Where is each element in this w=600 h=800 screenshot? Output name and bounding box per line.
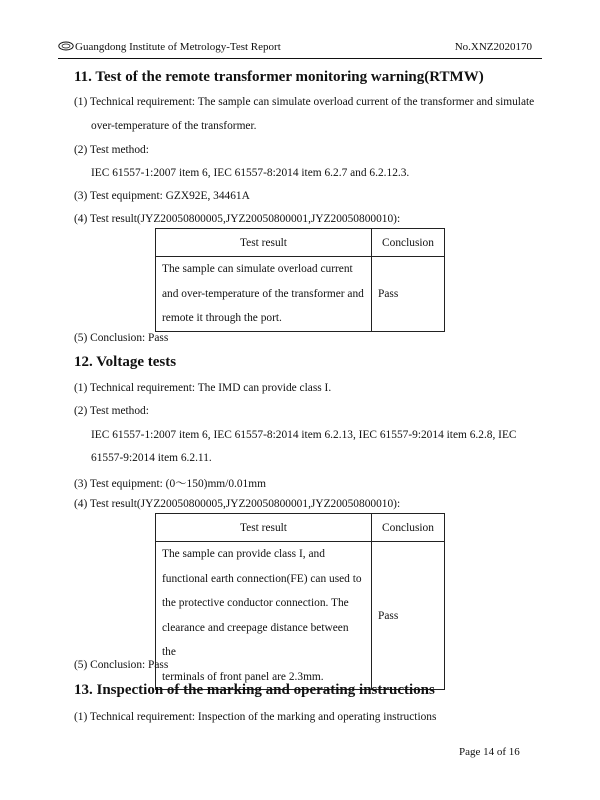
result-line: remote it through the port.: [162, 312, 282, 324]
result-table: [155, 513, 445, 690]
table-row: [156, 542, 445, 690]
requirement-text-cont: over-temperature of the transformer.: [91, 120, 257, 132]
equipment-text: (3) Test equipment: (0～150)mm/0.01mm: [74, 478, 266, 490]
requirement-text: (1) Technical requirement: The sample can simulate overload current of the transformer and simulate: [74, 96, 535, 108]
report-number: No.XNZ2020170: [454, 41, 532, 53]
table-header-conclusion: Conclusion: [372, 514, 445, 542]
section-title: 11. Test of the remote transformer monitoring warning(RTMW): [74, 69, 484, 85]
page-number: Page 14 of 16: [459, 746, 520, 758]
conclusion-text: (5) Conclusion: Pass: [74, 659, 169, 671]
result-line: The sample can provide class I, and: [162, 548, 325, 560]
requirement-text: (1) Technical requirement: Inspection of the marking and operating instructions: [74, 711, 437, 723]
result-table: [155, 228, 445, 332]
table-header-conclusion: Conclusion: [372, 229, 445, 257]
requirement-text: (1) Technical requirement: The IMD can provide class I.: [74, 382, 332, 394]
page-header: [58, 40, 542, 59]
result-line: terminals of front panel are 2.3mm.: [162, 670, 324, 683]
result-line: functional earth connection(FE) can used to: [162, 572, 362, 585]
result-label: (4) Test result(JYZ20050800005,JYZ20050800001,JYZ20050800010):: [74, 498, 401, 510]
equipment-text: (3) Test equipment: GZX92E, 34461A: [74, 190, 250, 202]
result-line: the protective conductor connection. The: [162, 597, 349, 609]
result-line: and over-temperature of the transformer and: [162, 287, 364, 300]
result-label: (4) Test result(JYZ20050800005,JYZ20050800001,JYZ20050800010):: [74, 213, 401, 225]
section-title: 13. Inspection of the marking and operating instructions: [74, 682, 435, 698]
table-cell-conclusion: Pass: [372, 542, 445, 690]
table-cell-result: [156, 542, 372, 690]
institute-name: Guangdong Institute of Metrology-Test Report: [75, 41, 281, 53]
method-text: IEC 61557-1:2007 item 6, IEC 61557-8:2014 item 6.2.13, IEC 61557-9:2014 item 6.2.8, IEC: [91, 429, 517, 441]
table-header-result: Test result: [156, 229, 372, 257]
method-text: IEC 61557-1:2007 item 6, IEC 61557-8:2014 item 6.2.7 and 6.2.12.3.: [91, 167, 410, 179]
table-cell-result: [156, 257, 372, 332]
table-cell-conclusion: Pass: [372, 257, 445, 332]
table-header-result: Test result: [156, 514, 372, 542]
section-title: 12. Voltage tests: [74, 354, 177, 370]
table-header-row: [156, 229, 445, 257]
conclusion-text: (5) Conclusion: Pass: [74, 332, 169, 344]
method-label: (2) Test method:: [74, 405, 149, 417]
result-line: clearance and creepage distance between the: [162, 621, 349, 658]
table-header-row: [156, 514, 445, 542]
method-label: (2) Test method:: [74, 144, 149, 156]
result-line: The sample can simulate overload current: [162, 263, 353, 275]
table-row: [156, 257, 445, 332]
institute-logo-icon: [58, 41, 74, 51]
method-text-cont: 61557-9:2014 item 6.2.11.: [91, 452, 212, 464]
